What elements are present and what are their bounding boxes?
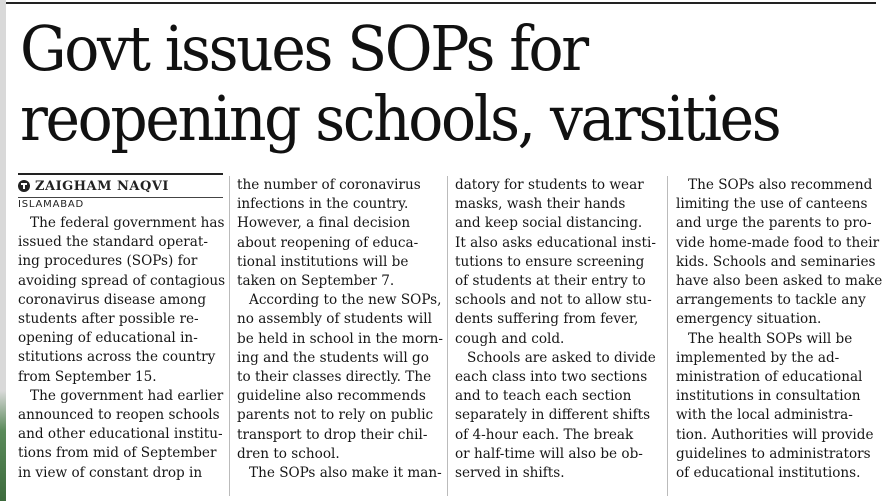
column-rule (229, 176, 230, 496)
text-line: stitutions across the country (18, 349, 216, 366)
text-line: parents not to rely on public (237, 407, 434, 424)
text-line: The health SOPs will be (688, 330, 853, 347)
text-line: have also been asked to make (676, 273, 882, 290)
text-line: opening of educational in- (18, 330, 198, 347)
text-line: no assembly of students will (237, 311, 432, 328)
text-line: implemented by the ad- (676, 349, 840, 366)
text-line: limiting the use of canteens (676, 196, 868, 213)
text-line: of 4-hour each. The break (455, 426, 634, 443)
text-line: each class into two sections (455, 369, 648, 386)
text-line: ministration of educational (676, 369, 863, 386)
text-line: dents suffering from fever, (455, 311, 639, 328)
headline-line-2: reopening schools, varsities (20, 82, 780, 155)
author-name: ZAIGHAM NAQVI (35, 178, 170, 194)
text-line: served in shifts. (455, 465, 565, 482)
text-line: institutions in consultation (676, 388, 861, 405)
byline (18, 173, 223, 210)
text-line: be held in school in the morn- (237, 330, 443, 347)
byline-rule (18, 173, 223, 175)
text-line: guidelines to administrators (676, 445, 871, 462)
text-line: According to the new SOPs, (249, 292, 442, 309)
text-line: and urge the parents to pro- (676, 215, 872, 232)
text-line: guideline also recommends (237, 388, 426, 405)
text-line: However, a final decision (237, 215, 411, 232)
text-line: coronavirus disease among (18, 291, 207, 308)
text-line: The federal government has (30, 215, 225, 231)
text-line: ing and the students will go (237, 349, 429, 366)
text-line: from September 15. (18, 368, 157, 385)
text-line: arrangements to tackle any (676, 292, 866, 309)
text-line: announced to reopen schools (18, 407, 220, 424)
text-line: datory for students to wear (455, 177, 644, 193)
text-line: ing procedures (SOPs) for (18, 253, 198, 270)
text-line: cough and cold. (455, 330, 565, 347)
top-rule (6, 2, 876, 4)
text-line: Schools are asked to divide (467, 349, 656, 366)
text-line: of students at their entry to (455, 273, 646, 290)
text-line: dren to school. (237, 445, 340, 462)
dateline: ISLAMABAD (18, 199, 85, 210)
text-line: of educational institutions. (676, 465, 861, 482)
text-line: tutions to ensure screening (455, 253, 645, 270)
author-icon (18, 180, 30, 192)
article-column-2 (237, 176, 443, 483)
article-column-4 (676, 176, 882, 483)
text-line: and to teach each section (455, 388, 632, 405)
column-rule (667, 176, 668, 496)
text-line: infections in the country. (237, 196, 409, 213)
text-line: tions from mid of September (18, 445, 217, 462)
article-column-3 (455, 176, 656, 483)
text-line: masks, wash their hands (455, 196, 626, 213)
text-line: with the local administra- (676, 407, 853, 424)
text-line: It also asks educational insti- (455, 234, 656, 251)
text-line: avoiding spread of contagious (18, 272, 226, 289)
text-line: emergency situation. (676, 311, 822, 328)
text-line: kids. Schools and seminaries (676, 253, 876, 270)
text-line: in view of constant drop in (18, 464, 203, 481)
byline-separator (18, 197, 223, 198)
text-line: The government had earlier (30, 387, 224, 404)
headline-line-1: Govt issues SOPs for (20, 12, 587, 85)
text-line: and other educational institu- (18, 426, 223, 443)
text-line: issued the standard operat- (18, 234, 208, 251)
author-row (18, 177, 223, 195)
text-line: the number of coronavirus (237, 177, 421, 193)
text-line: schools and not to allow stu- (455, 292, 652, 309)
text-line: about reopening of educa- (237, 234, 419, 251)
text-line: transport to drop their chil- (237, 426, 428, 443)
text-line: The SOPs also recommend (688, 177, 873, 193)
text-line: tional institutions will be (237, 253, 409, 270)
headline (20, 14, 828, 154)
text-line: or half-time will also be ob- (455, 445, 643, 462)
text-line: and keep social distancing. (455, 215, 643, 232)
column-rule (447, 176, 448, 496)
text-line: separately in different shifts (455, 407, 651, 424)
article-column-1 (18, 214, 225, 483)
text-line: vide home-made food to their (676, 234, 880, 251)
page-edge-margin (0, 0, 6, 501)
text-line: tion. Authorities will provide (676, 426, 874, 443)
text-line: The SOPs also make it man- (249, 465, 442, 482)
text-line: to their classes directly. The (237, 369, 432, 386)
text-line: students after possible re- (18, 311, 199, 328)
text-line: taken on September 7. (237, 273, 395, 290)
